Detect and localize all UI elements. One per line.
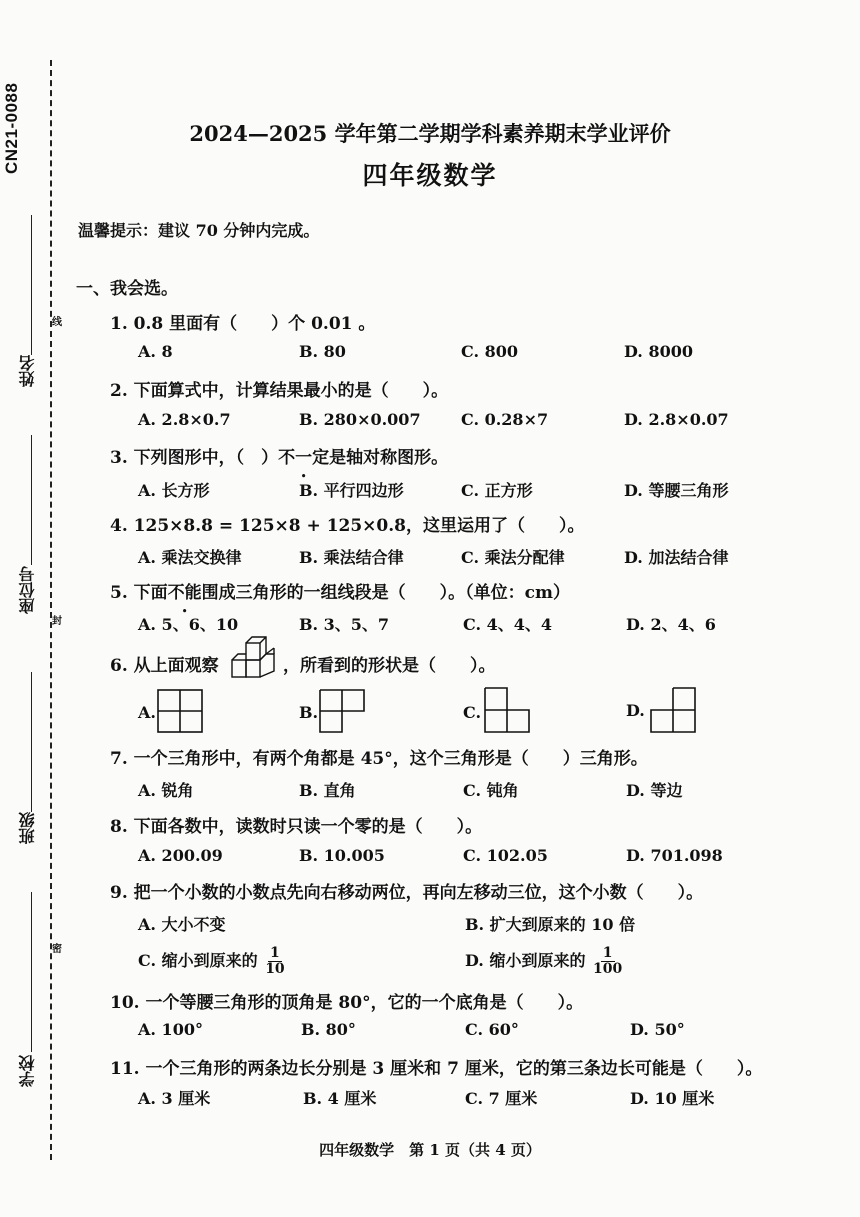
time-tip: 温馨提示：建议 70 分钟内完成。 xyxy=(78,221,320,240)
binding-mark-mi: 密 xyxy=(52,944,62,955)
q6-option-c-figure xyxy=(484,687,530,733)
question-8: 8. 下面各数中，读数时只读一个零的是（ ）。 xyxy=(110,817,483,837)
q5-option-b: B. 3、5、7 xyxy=(299,615,390,634)
q6-option-b-figure xyxy=(319,689,365,733)
school-label: 学校 xyxy=(18,1055,37,1087)
q10-option-d: D. 50° xyxy=(630,1020,685,1039)
q9-option-c-fraction: $\frac{1}{10}$ xyxy=(265,945,285,977)
q10-option-a: A. 100° xyxy=(138,1020,203,1039)
question-3 xyxy=(110,443,448,468)
q9-option-c xyxy=(138,946,285,977)
q3-stem-pre: 3. 下列图形中，（ ） xyxy=(110,448,279,468)
q3-option-b: B. 平行四边形 xyxy=(299,481,404,500)
question-2: 2. 下面算式中，计算结果最小的是（ ）。 xyxy=(110,381,449,401)
section-title: 一、我会选。 xyxy=(76,279,178,299)
q6-option-d-figure xyxy=(650,687,696,733)
q2-option-a: A. 2.8×0.7 xyxy=(138,410,231,429)
question-6-post: ，所看到的形状是（ ）。 xyxy=(283,656,496,676)
question-5 xyxy=(110,578,570,603)
seat-label: 座位号 xyxy=(18,566,37,614)
q11-option-a: A. 3 厘米 xyxy=(138,1089,211,1108)
q6-option-a: A. xyxy=(138,703,156,722)
q5-stem-post: 围成三角形的一组线段是（ ）。（单位：cm） xyxy=(201,583,571,603)
q5-option-a: A. 5、6、10 xyxy=(138,615,239,634)
seat-blank-line xyxy=(31,435,32,565)
class-label: 班级 xyxy=(18,812,37,844)
school-blank-line xyxy=(31,892,32,1052)
paper-code: CN21-0088 xyxy=(2,82,21,174)
q6-option-b: B. xyxy=(299,703,319,722)
cube-stack-figure xyxy=(230,636,280,680)
q3-stem-post: 是轴对称图形。 xyxy=(329,448,449,468)
q6-option-d: D. xyxy=(626,701,645,720)
q10-option-c: C. 60° xyxy=(465,1020,519,1039)
page-footer: 四年级数学 第 1 页（共 4 页） xyxy=(319,1141,541,1159)
q9-option-c-text: C. 缩小到原来的 xyxy=(138,951,258,970)
q9-option-d-fraction: $\frac{1}{100}$ xyxy=(593,945,623,977)
question-9: 9. 把一个小数的小数点先向右移动两位，再向左移动三位，这个小数（ ）。 xyxy=(110,883,704,903)
q9-option-b: B. 扩大到原来的 10 倍 xyxy=(465,915,636,934)
q6-option-a-figure xyxy=(157,689,203,733)
binding-dashed-line xyxy=(50,60,52,1160)
q2-option-c: C. 0.28×7 xyxy=(461,410,549,429)
q6-option-c: C. xyxy=(463,703,482,722)
q3-option-a: A. 长方形 xyxy=(138,481,210,500)
binding-mark-feng: 封 xyxy=(52,616,62,627)
q1-option-c: C. 800 xyxy=(461,342,518,361)
q5-option-c: C. 4、4、4 xyxy=(463,615,552,634)
q3-emphasis: 不一定 xyxy=(278,448,330,468)
question-6-pre: 6. 从上面观察 xyxy=(110,656,219,676)
class-blank-line xyxy=(31,672,32,812)
q1-option-a: A. 8 xyxy=(138,342,173,361)
q8-option-c: C. 102.05 xyxy=(463,846,548,865)
q2-option-d: D. 2.8×0.07 xyxy=(624,410,729,429)
q4-option-c: C. 乘法分配律 xyxy=(461,548,565,567)
name-blank-line xyxy=(31,215,32,355)
q9-option-a: A. 大小不变 xyxy=(138,915,226,934)
q7-option-b: B. 直角 xyxy=(299,781,356,800)
q8-option-b: B. 10.005 xyxy=(299,846,385,865)
question-10: 10. 一个等腰三角形的顶角是 80°，它的一个底角是（ ）。 xyxy=(110,993,584,1013)
q11-option-b: B. 4 厘米 xyxy=(303,1089,377,1108)
q3-option-c: C. 正方形 xyxy=(461,481,533,500)
q11-option-d: D. 10 厘米 xyxy=(630,1089,715,1108)
q4-option-b: B. 乘法结合律 xyxy=(299,548,404,567)
q4-option-a: A. 乘法交换律 xyxy=(138,548,242,567)
q10-option-b: B. 80° xyxy=(301,1020,356,1039)
q3-option-d: D. 等腰三角形 xyxy=(624,481,729,500)
q9-option-d-text: D. 缩小到原来的 xyxy=(465,951,586,970)
q2-option-b: B. 280×0.007 xyxy=(299,410,421,429)
q5-option-d: D. 2、4、6 xyxy=(626,615,716,634)
q1-option-d: D. 8000 xyxy=(624,342,693,361)
q8-option-a: A. 200.09 xyxy=(138,846,223,865)
q7-option-c: C. 钝角 xyxy=(463,781,519,800)
q4-option-d: D. 加法结合律 xyxy=(624,548,729,567)
q5-stem-pre: 5. 下面 xyxy=(110,583,168,603)
exam-subject: 四年级数学 xyxy=(362,161,498,190)
q7-option-a: A. 锐角 xyxy=(138,781,194,800)
question-1: 1. 0.8 里面有（ ）个 0.01 。 xyxy=(110,314,376,334)
question-7: 7. 一个三角形中，有两个角都是 45°，这个三角形是（ ）三角形。 xyxy=(110,749,648,769)
binding-mark-xian: 线 xyxy=(52,317,62,328)
question-4: 4. 125×8.8 = 125×8 + 125×0.8，这里运用了（ ）。 xyxy=(110,516,585,536)
q11-option-c: C. 7 厘米 xyxy=(465,1089,538,1108)
question-11: 11. 一个三角形的两条边长分别是 3 厘米和 7 厘米，它的第三条边长可能是（ ）。 xyxy=(110,1059,763,1079)
q9-option-d xyxy=(465,946,622,977)
q1-option-b: B. 80 xyxy=(299,342,346,361)
q7-option-d: D. 等边 xyxy=(626,781,683,800)
q5-emphasis: 不能 xyxy=(167,583,202,603)
exam-title: 2024—2025 学年第二学期学科素养期末学业评价 xyxy=(189,121,671,146)
q8-option-d: D. 701.098 xyxy=(626,846,723,865)
name-label: 姓名 xyxy=(18,355,37,387)
